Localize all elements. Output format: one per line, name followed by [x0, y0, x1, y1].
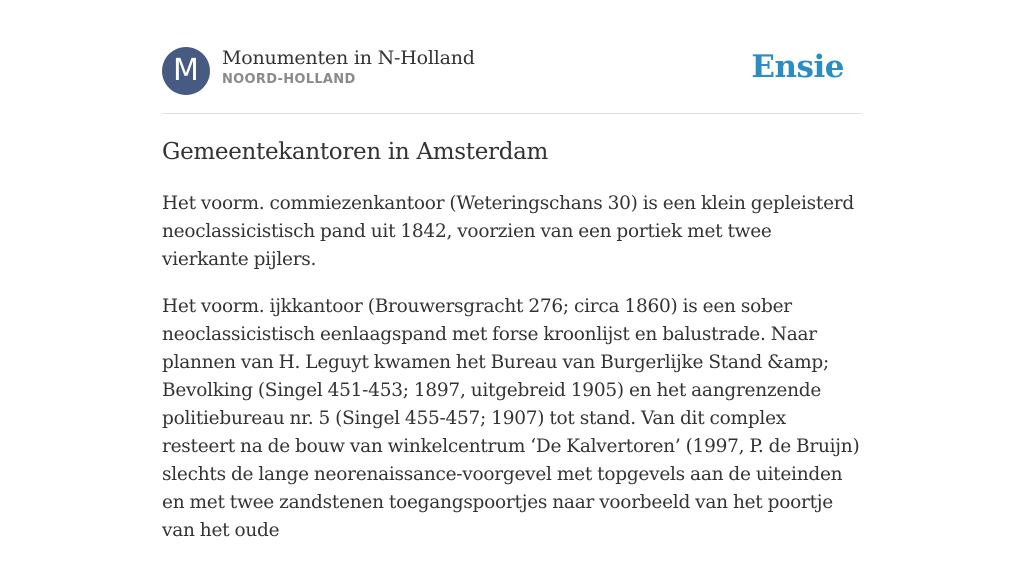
source-title-link[interactable]: Monumenten in N-Holland	[222, 47, 475, 69]
article-paragraph: Het voorm. commiezenkantoor (Weteringschans 30) is een klein gepleisterd neoclassicistisch pand uit 1842, voorzien van een portiek met twee vierkante pijlers.	[162, 193, 854, 270]
article-title: Gemeentekantoren in Amsterdam	[162, 139, 549, 165]
avatar[interactable]: M	[162, 47, 210, 95]
ensie-logo-link[interactable]: Ensie	[751, 49, 844, 85]
page	[162, 0, 862, 541]
source-region-label: NOORD-HOLLAND	[222, 72, 356, 87]
article-paragraph: Het voorm. ijkkantoor (Brouwersgracht 276; circa 1860) is een sober neoclassicistisch eenlaagspand met forse kroonlijst en balustrade. Naar plannen van H. Leguyt kwamen het Bureau van Burgerlijke Stand &amp; Bevolking (Singel 451-453; 1897, uitgebreid 1905) en het aangrenzende politiebureau nr. 5 (Singel 455-457; 1907) tot stand. Van dit complex resteert na de bouw van winkelcentrum ‘De Kalvertoren’ (1997, P. de Bruijn) slechts de lange neorenaissance-voorgevel met topgevels aan de uiteinden en met twee zandstenen toegangspoortjes naar voorbeeld van het poortje van het oude	[162, 296, 860, 541]
header	[162, 0, 862, 114]
source-info	[222, 46, 475, 87]
article-body	[162, 190, 862, 564]
